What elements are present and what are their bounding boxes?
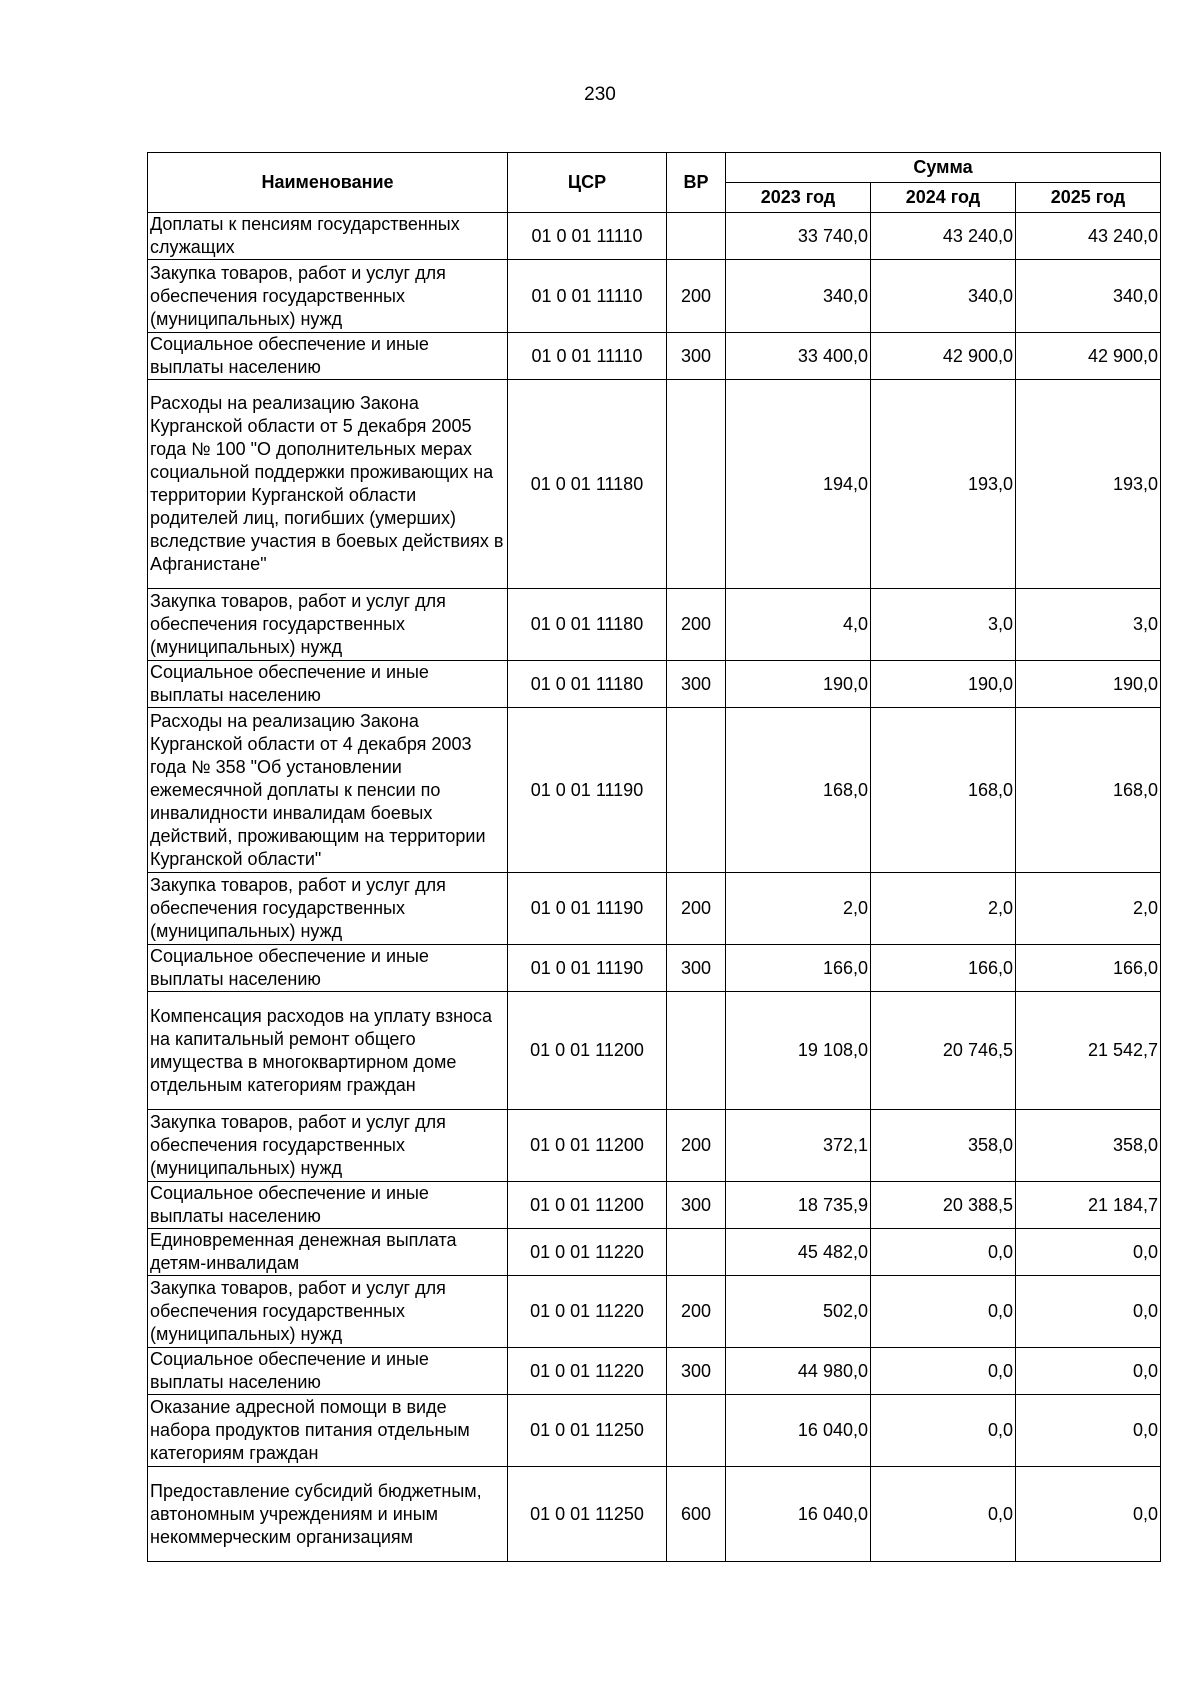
row-vr: 200 bbox=[667, 873, 726, 945]
row-csr: 01 0 01 11110 bbox=[508, 333, 667, 380]
row-sum-2025: 190,0 bbox=[1016, 661, 1161, 708]
row-sum-2024: 193,0 bbox=[871, 380, 1016, 589]
row-sum-2024: 2,0 bbox=[871, 873, 1016, 945]
header-year-2023: 2023 год bbox=[726, 183, 871, 213]
table-row bbox=[148, 1229, 1161, 1276]
row-sum-2025: 193,0 bbox=[1016, 380, 1161, 589]
table-header bbox=[148, 153, 1161, 213]
table-row bbox=[148, 708, 1161, 873]
row-sum-2025: 21 542,7 bbox=[1016, 992, 1161, 1110]
row-csr: 01 0 01 11190 bbox=[508, 873, 667, 945]
row-csr: 01 0 01 11110 bbox=[508, 213, 667, 260]
row-sum-2025: 340,0 bbox=[1016, 260, 1161, 333]
row-vr: 300 bbox=[667, 1348, 726, 1395]
table-row bbox=[148, 333, 1161, 380]
row-sum-2024: 3,0 bbox=[871, 589, 1016, 661]
table-row bbox=[148, 873, 1161, 945]
row-sum-2023: 16 040,0 bbox=[726, 1395, 871, 1467]
row-sum-2024: 20 746,5 bbox=[871, 992, 1016, 1110]
row-sum-2024: 0,0 bbox=[871, 1229, 1016, 1276]
row-sum-2023: 18 735,9 bbox=[726, 1182, 871, 1229]
row-sum-2024: 43 240,0 bbox=[871, 213, 1016, 260]
row-sum-2025: 0,0 bbox=[1016, 1348, 1161, 1395]
row-csr: 01 0 01 11220 bbox=[508, 1276, 667, 1348]
row-vr: 300 bbox=[667, 1182, 726, 1229]
row-sum-2024: 20 388,5 bbox=[871, 1182, 1016, 1229]
row-sum-2023: 166,0 bbox=[726, 945, 871, 992]
page-number: 230 bbox=[584, 84, 616, 105]
row-sum-2023: 168,0 bbox=[726, 708, 871, 873]
row-name: Расходы на реализацию Закона Курганской области от 4 декабря 2003 года № 358 "Об установлении ежемесячной доплаты к пенсии по инвалидности инвалидам боевых действий, проживающим на территории Курганской области" bbox=[148, 708, 508, 873]
row-sum-2023: 4,0 bbox=[726, 589, 871, 661]
row-name: Закупка товаров, работ и услуг для обеспечения государственных (муниципальных) нужд bbox=[148, 589, 508, 661]
table-row bbox=[148, 945, 1161, 992]
table-body bbox=[148, 213, 1161, 1562]
table-row bbox=[148, 992, 1161, 1110]
row-name: Социальное обеспечение и иные выплаты населению bbox=[148, 1348, 508, 1395]
row-sum-2023: 502,0 bbox=[726, 1276, 871, 1348]
header-csr: ЦСР bbox=[508, 153, 667, 213]
table-row bbox=[148, 1276, 1161, 1348]
row-vr: 200 bbox=[667, 260, 726, 333]
row-sum-2025: 0,0 bbox=[1016, 1229, 1161, 1276]
row-sum-2025: 2,0 bbox=[1016, 873, 1161, 945]
row-name: Социальное обеспечение и иные выплаты населению bbox=[148, 661, 508, 708]
row-vr bbox=[667, 992, 726, 1110]
row-name: Социальное обеспечение и иные выплаты населению bbox=[148, 333, 508, 380]
table-row bbox=[148, 260, 1161, 333]
row-sum-2023: 33 400,0 bbox=[726, 333, 871, 380]
row-vr: 300 bbox=[667, 661, 726, 708]
row-name: Закупка товаров, работ и услуг для обеспечения государственных (муниципальных) нужд bbox=[148, 1110, 508, 1182]
row-sum-2023: 190,0 bbox=[726, 661, 871, 708]
row-name: Предоставление субсидий бюджетным, автономным учреждениям и иным некоммерческим организациям bbox=[148, 1467, 508, 1562]
row-csr: 01 0 01 11250 bbox=[508, 1395, 667, 1467]
table-row bbox=[148, 213, 1161, 260]
row-vr bbox=[667, 380, 726, 589]
row-sum-2023: 372,1 bbox=[726, 1110, 871, 1182]
row-sum-2024: 0,0 bbox=[871, 1348, 1016, 1395]
row-name: Закупка товаров, работ и услуг для обеспечения государственных (муниципальных) нужд bbox=[148, 260, 508, 333]
row-sum-2024: 0,0 bbox=[871, 1467, 1016, 1562]
row-sum-2023: 194,0 bbox=[726, 380, 871, 589]
row-sum-2025: 3,0 bbox=[1016, 589, 1161, 661]
table-row bbox=[148, 1467, 1161, 1562]
row-sum-2023: 2,0 bbox=[726, 873, 871, 945]
row-sum-2023: 340,0 bbox=[726, 260, 871, 333]
row-sum-2025: 168,0 bbox=[1016, 708, 1161, 873]
row-sum-2023: 33 740,0 bbox=[726, 213, 871, 260]
row-name: Компенсация расходов на уплату взноса на капитальный ремонт общего имущества в многоквартирном доме отдельным категориям граждан bbox=[148, 992, 508, 1110]
row-sum-2023: 19 108,0 bbox=[726, 992, 871, 1110]
row-sum-2025: 21 184,7 bbox=[1016, 1182, 1161, 1229]
header-sum: Сумма bbox=[726, 153, 1161, 183]
row-sum-2025: 43 240,0 bbox=[1016, 213, 1161, 260]
row-name: Доплаты к пенсиям государственных служащих bbox=[148, 213, 508, 260]
header-year-2024: 2024 год bbox=[871, 183, 1016, 213]
table-row bbox=[148, 589, 1161, 661]
row-csr: 01 0 01 11180 bbox=[508, 380, 667, 589]
header-vr: ВР bbox=[667, 153, 726, 213]
header-name: Наименование bbox=[148, 153, 508, 213]
row-name: Единовременная денежная выплата детям-инвалидам bbox=[148, 1229, 508, 1276]
row-sum-2025: 0,0 bbox=[1016, 1467, 1161, 1562]
row-sum-2025: 42 900,0 bbox=[1016, 333, 1161, 380]
row-vr: 200 bbox=[667, 1110, 726, 1182]
row-csr: 01 0 01 11190 bbox=[508, 945, 667, 992]
row-vr bbox=[667, 708, 726, 873]
row-sum-2024: 340,0 bbox=[871, 260, 1016, 333]
row-vr bbox=[667, 1229, 726, 1276]
row-sum-2024: 358,0 bbox=[871, 1110, 1016, 1182]
row-sum-2024: 166,0 bbox=[871, 945, 1016, 992]
row-name: Социальное обеспечение и иные выплаты населению bbox=[148, 945, 508, 992]
row-sum-2023: 45 482,0 bbox=[726, 1229, 871, 1276]
row-sum-2025: 358,0 bbox=[1016, 1110, 1161, 1182]
row-sum-2023: 44 980,0 bbox=[726, 1348, 871, 1395]
table-row bbox=[148, 1348, 1161, 1395]
row-name: Закупка товаров, работ и услуг для обеспечения государственных (муниципальных) нужд bbox=[148, 873, 508, 945]
row-csr: 01 0 01 11110 bbox=[508, 260, 667, 333]
table-row bbox=[148, 661, 1161, 708]
row-csr: 01 0 01 11220 bbox=[508, 1348, 667, 1395]
row-csr: 01 0 01 11180 bbox=[508, 589, 667, 661]
row-vr: 600 bbox=[667, 1467, 726, 1562]
row-vr: 200 bbox=[667, 589, 726, 661]
row-csr: 01 0 01 11200 bbox=[508, 1182, 667, 1229]
row-sum-2025: 0,0 bbox=[1016, 1395, 1161, 1467]
row-csr: 01 0 01 11180 bbox=[508, 661, 667, 708]
row-sum-2023: 16 040,0 bbox=[726, 1467, 871, 1562]
row-name: Закупка товаров, работ и услуг для обеспечения государственных (муниципальных) нужд bbox=[148, 1276, 508, 1348]
budget-table bbox=[147, 152, 1161, 1562]
row-vr bbox=[667, 1395, 726, 1467]
row-csr: 01 0 01 11250 bbox=[508, 1467, 667, 1562]
row-csr: 01 0 01 11200 bbox=[508, 992, 667, 1110]
row-csr: 01 0 01 11190 bbox=[508, 708, 667, 873]
row-sum-2024: 42 900,0 bbox=[871, 333, 1016, 380]
table-row bbox=[148, 380, 1161, 589]
row-name: Оказание адресной помощи в виде набора продуктов питания отдельным категориям граждан bbox=[148, 1395, 508, 1467]
row-sum-2024: 168,0 bbox=[871, 708, 1016, 873]
row-csr: 01 0 01 11220 bbox=[508, 1229, 667, 1276]
row-csr: 01 0 01 11200 bbox=[508, 1110, 667, 1182]
row-vr: 300 bbox=[667, 333, 726, 380]
row-vr bbox=[667, 213, 726, 260]
row-sum-2025: 0,0 bbox=[1016, 1276, 1161, 1348]
row-vr: 200 bbox=[667, 1276, 726, 1348]
row-sum-2024: 190,0 bbox=[871, 661, 1016, 708]
row-sum-2024: 0,0 bbox=[871, 1276, 1016, 1348]
header-year-2025: 2025 год bbox=[1016, 183, 1161, 213]
row-sum-2024: 0,0 bbox=[871, 1395, 1016, 1467]
row-sum-2025: 166,0 bbox=[1016, 945, 1161, 992]
table-row bbox=[148, 1110, 1161, 1182]
row-vr: 300 bbox=[667, 945, 726, 992]
row-name: Расходы на реализацию Закона Курганской области от 5 декабря 2005 года № 100 "О дополнительных мерах социальной поддержки проживающих на территории Курганской области родителей лиц, погибших (умерших) вследствие участия в боевых действиях в Афганистане" bbox=[148, 380, 508, 589]
table-row bbox=[148, 1182, 1161, 1229]
table-row bbox=[148, 1395, 1161, 1467]
row-name: Социальное обеспечение и иные выплаты населению bbox=[148, 1182, 508, 1229]
